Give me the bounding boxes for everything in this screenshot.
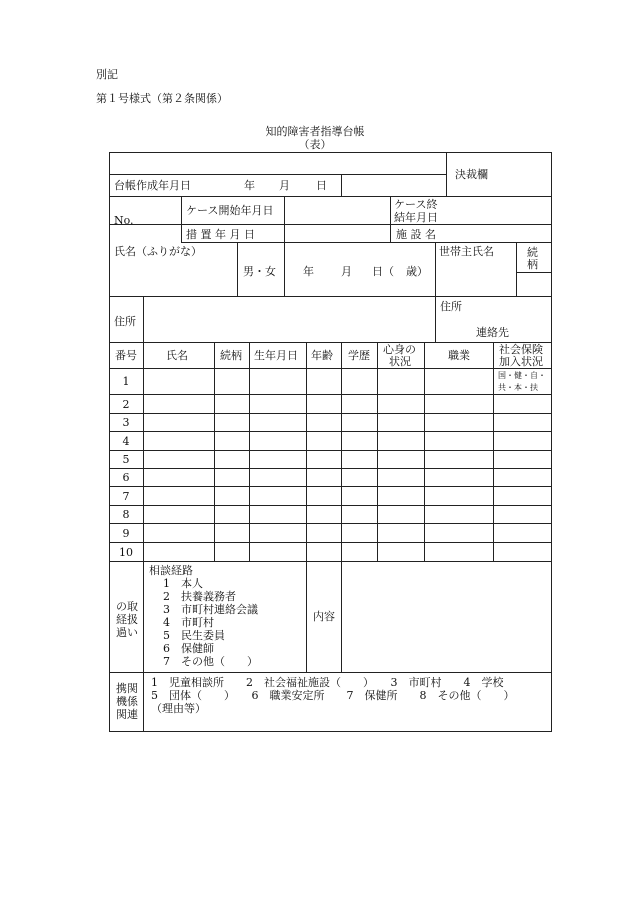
measure-date-label: 措 置 年 月 日 bbox=[186, 228, 255, 241]
row-number: 3 bbox=[122, 416, 130, 429]
content-label: 内容 bbox=[313, 610, 335, 623]
row-number: 10 bbox=[119, 546, 133, 559]
route-item: 1 本人 bbox=[163, 577, 203, 590]
row-number: 9 bbox=[122, 527, 130, 540]
title-sub: （表） bbox=[298, 138, 332, 151]
address-label-2: 住所 bbox=[440, 300, 462, 313]
relation-label-2: 柄 bbox=[527, 258, 538, 271]
ledger-table bbox=[109, 152, 552, 732]
route-item: 3 市町村連絡会議 bbox=[163, 603, 258, 616]
col-header-number: 番号 bbox=[115, 349, 137, 362]
form-title bbox=[0, 125, 630, 151]
created-date-label: 台帳作成年月日 bbox=[114, 179, 191, 192]
household-head-label: 世帯主氏名 bbox=[439, 245, 494, 258]
gender-label: 男・女 bbox=[243, 265, 276, 278]
annex-label: 別記 bbox=[96, 68, 118, 81]
col-header-name: 氏名 bbox=[166, 349, 188, 362]
case-end-label-2: 結年月日 bbox=[394, 211, 438, 224]
created-month: 月 bbox=[279, 179, 290, 192]
col-header-insurance-1: 社会保険 bbox=[499, 343, 543, 356]
route-item: 4 市町村 bbox=[163, 616, 214, 629]
created-year: 年 bbox=[244, 179, 255, 192]
route-title: 相談経路 bbox=[149, 564, 193, 577]
route-item: 5 民生委員 bbox=[163, 629, 225, 642]
col-header-relation: 続柄 bbox=[220, 349, 242, 362]
route-item: 2 扶養義務者 bbox=[163, 590, 236, 603]
row-number: 4 bbox=[122, 435, 130, 448]
col-header-birthdate: 生年月日 bbox=[254, 349, 298, 362]
contact-label: 連絡先 bbox=[476, 326, 509, 339]
title-main: 知的障害者指導台帳 bbox=[265, 125, 365, 138]
facility-label: 施 設 名 bbox=[396, 228, 436, 241]
handling-process-label: の取経扱過い bbox=[116, 600, 138, 639]
address-label: 住所 bbox=[114, 315, 136, 328]
agencies-reason: （理由等） bbox=[151, 702, 206, 715]
related-agencies-label: 携関機係関連 bbox=[116, 682, 138, 721]
row-number: 1 bbox=[122, 375, 130, 388]
number-label: No. bbox=[114, 214, 134, 227]
row-number: 5 bbox=[122, 453, 130, 466]
agencies-line-1: 1 児童相談所 2 社会福祉施設（ ） 3 市町村 4 学校 bbox=[151, 676, 504, 689]
row-number: 8 bbox=[122, 508, 130, 521]
case-start-label: ケース開始年月日 bbox=[186, 204, 274, 217]
age-label: 歳） bbox=[406, 265, 428, 278]
form-label: 第１号様式（第２条関係） bbox=[96, 92, 228, 105]
col-header-insurance-2: 加入状況 bbox=[499, 355, 543, 368]
route-item: 6 保健師 bbox=[163, 642, 214, 655]
decision-label: 決裁欄 bbox=[455, 168, 488, 181]
agencies-line-2: 5 団体（ ） 6 職業安定所 7 保健所 8 その他（ ） bbox=[151, 689, 515, 702]
col-header-mental-2: 状況 bbox=[389, 355, 411, 368]
insurance-options-2: 共・本・扶 bbox=[498, 383, 538, 392]
name-furigana-label: 氏名（ふりがな） bbox=[114, 245, 202, 258]
created-day: 日 bbox=[316, 179, 327, 192]
relation-label-1: 続 bbox=[527, 246, 538, 259]
row-number: 2 bbox=[122, 398, 130, 411]
col-header-job: 職業 bbox=[448, 349, 470, 362]
col-header-age: 年齢 bbox=[311, 349, 333, 362]
birth-day-label: 日（ bbox=[372, 265, 394, 278]
birth-month-label: 月 bbox=[341, 265, 352, 278]
case-end-label-1: ケース終 bbox=[394, 198, 438, 211]
col-header-mental-1: 心身の bbox=[383, 343, 416, 356]
row-number: 6 bbox=[122, 471, 130, 484]
col-header-education: 学歴 bbox=[348, 349, 370, 362]
insurance-options-1: 国・健・自・ bbox=[498, 371, 546, 380]
row-number: 7 bbox=[122, 490, 130, 503]
route-item: 7 その他（ ） bbox=[163, 655, 258, 668]
birth-year-label: 年 bbox=[303, 265, 314, 278]
